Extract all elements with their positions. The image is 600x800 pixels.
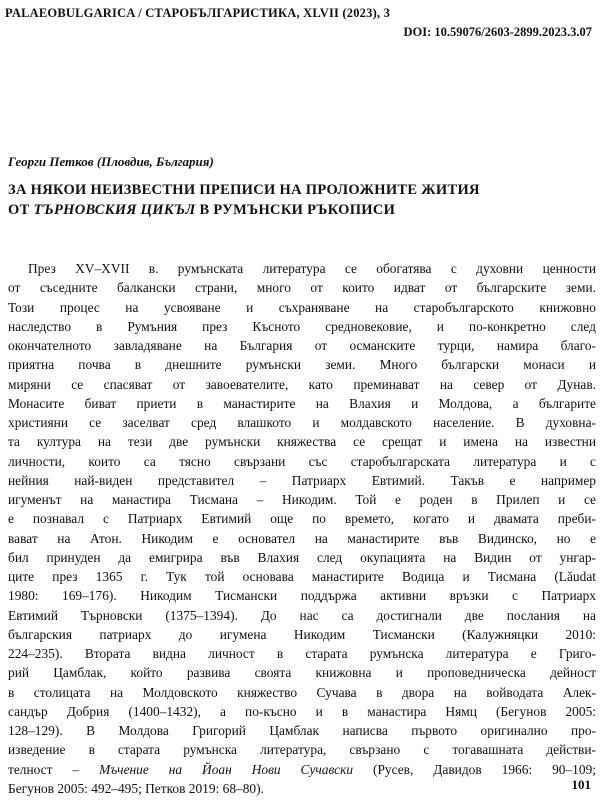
body-line-start: телност – (8, 761, 100, 777)
body-line: рий Цамблак, който развива своята книжовна и проповедническа дейност (8, 665, 596, 681)
body-line: е познавал с Патриарх Евтимий още по времето, когато и двамата преби- (8, 511, 596, 527)
body-line (8, 760, 596, 779)
body-line: Монасите биват приети в манастирите на Влахия и Молдова, а българите (8, 395, 596, 411)
body-line: сандър Добрия (1400–1432), а по-късно и в манастира Нямц (Бегунов 2005: (8, 703, 596, 719)
body-line: игуменът на манастира Тисмана – Никодим. Той е роден в Прилеп и се (8, 492, 596, 507)
body-line: През XV–XVII в. румънската литература се обогатява с духовни ценности (28, 261, 596, 276)
title-cycle-name: ТЪРНОВСКИЯ ЦИКЪЛ (33, 202, 196, 218)
journal-header: PALAEOBULGARICA / СТАРОБЪЛГАРИСТИКА, XLVII (2023), 3 (5, 6, 391, 20)
body-line: християни се заселват сред влашкото и молдавското население. В духовна- (8, 415, 596, 430)
title-line-2-start: ОТ (8, 202, 34, 218)
title-line-2 (8, 200, 588, 220)
body-line: окончателното завладяване на България от османските турци, намира благо- (8, 338, 596, 353)
body-line: Евтимий Търновски (1375–1394). До нас са достигнали две послания на (8, 607, 596, 623)
body-line: нейния най-виден представител – Патриарх Евтимий. Такъв е например (8, 472, 596, 488)
body-line: Този процес на усвояване и съхраняване на старобългарското книжовно (8, 299, 596, 315)
article-title (8, 180, 588, 220)
body-line: приятна почва в днешните румънски земи. Много български монаси и (8, 357, 596, 373)
body-paragraph (8, 259, 596, 798)
body-line: бил принуден да емигрира във Влахия след окупацията на Видин от унгар- (8, 549, 596, 565)
body-line: от съседните балкански страни, много от които идват от българските земи. (8, 280, 596, 296)
body-line: та култура на тези две румънски княжества се срещат и имена на известни (8, 434, 596, 450)
author-line: Георги Петков (Пловдив, България) (8, 154, 214, 169)
body-line: ците през 1365 г. Тук той основава манастирите Водица и Тисмана (Lăudat (8, 569, 596, 584)
body-line: вават на Атон. Никодим е основател на манастирите във Видинско, но е (8, 530, 596, 546)
body-line: 1980: 169–176). Никодим Тисмански поддържа активни връзки с Патриарх (8, 588, 596, 604)
body-line: 224–235). Втората видна личност в старата румънска литература е Григо- (8, 646, 596, 661)
page-number: 101 (571, 777, 591, 792)
title-line-2-end: В РУМЪНСКИ РЪКОПИСИ (195, 202, 396, 218)
body-line: Бегунов 2005: 492–495; Петков 2019: 68–80). (8, 780, 264, 796)
body-line: в столицата на Молдовското княжество Сучава в двора на войводата Алек- (8, 684, 596, 700)
body-line: личности, които са тясно свързани със старобългарската литература и с (8, 453, 596, 469)
title-line-1: ЗА НЯКОИ НЕИЗВЕСТНИ ПРЕПИСИ НА ПРОЛОЖНИТЕ ЖИТИЯ (8, 182, 480, 198)
body-line: българския патриарх до игумена Никодим Тисмански (Калужняцки 2010: (8, 626, 596, 642)
doi-label: DOI: 10.59076/2603-2899.2023.3.07 (403, 25, 592, 39)
body-line: миряни се спасяват от завоевателите, като преминават на север от Дунав. (8, 376, 596, 392)
body-line-end: (Русев, Давидов 1966: 90–109; (353, 761, 596, 777)
body-line: изведение в старата румънска литература, свързано с тогавашната действи- (8, 742, 596, 758)
work-title: Мъчение на Йоан Нови Сучавски (99, 761, 354, 777)
body-line: наследство в Румъния през Късното средновековие, и по-конкретно след (8, 318, 596, 334)
body-line: 128–129). В Молдова Григорий Цамблак написва първото оригинално про- (8, 723, 596, 738)
